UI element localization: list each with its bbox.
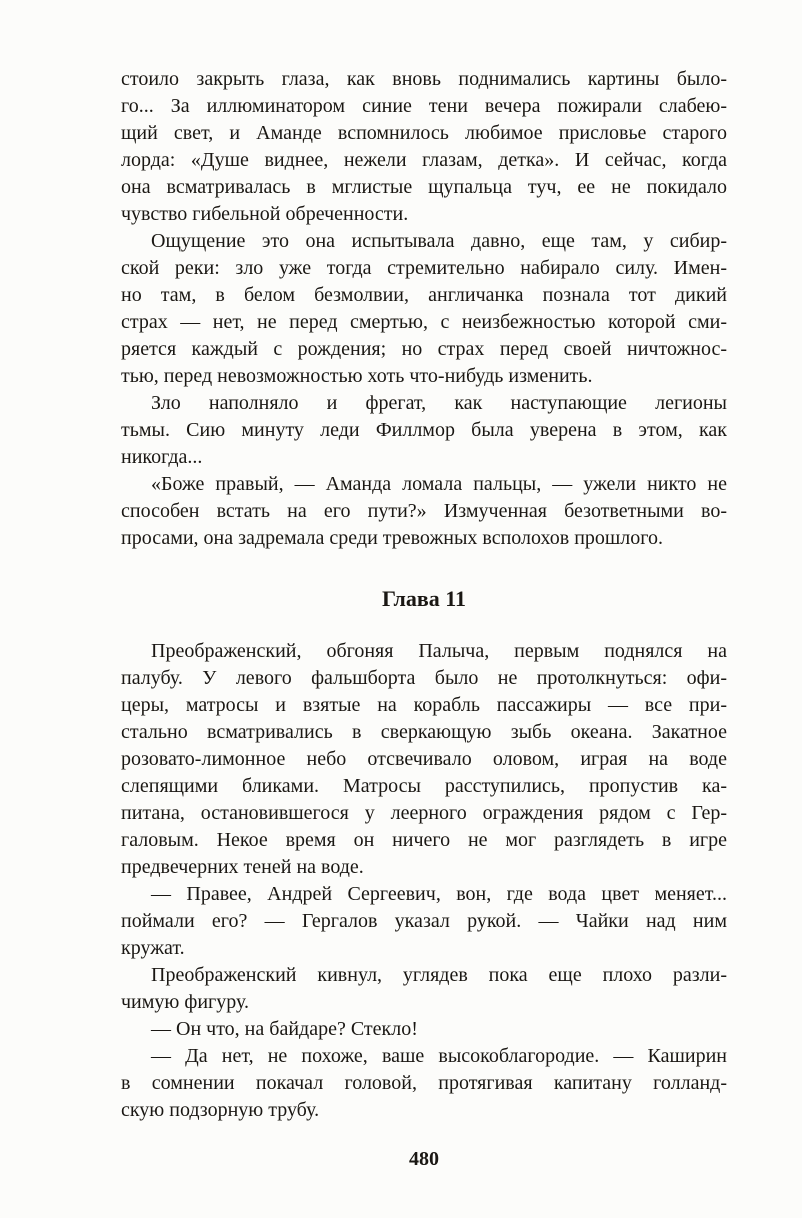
paragraph [121, 390, 727, 471]
text-line: церы, матросы и взятые на корабль пассажиры — все при- [121, 694, 727, 716]
text-line: чувство гибельной обреченности. [121, 203, 409, 225]
text-line: скую подзорную трубу. [121, 1099, 320, 1121]
text-line: стоило закрыть глаза, как вновь поднимались картины было- [121, 68, 727, 90]
text-line: го... За иллюминатором синие тени вечера пожирали слабею- [121, 95, 727, 117]
text-line: страх — нет, не перед смертью, с неизбежностью которой сми- [121, 311, 727, 333]
text-line: просами, она задремала среди тревожных всполохов прошлого. [121, 527, 663, 549]
paragraph [121, 1043, 727, 1124]
paragraph [121, 471, 727, 552]
paragraph [121, 66, 727, 228]
text-line: она всматривалась в мглистые щупальца туч, ее не покидало [121, 176, 727, 198]
text-line: чимую фигуру. [121, 991, 249, 1013]
text-line: — Правее, Андрей Сергеевич, вон, где вода цвет меняет... [151, 883, 727, 905]
paragraph [121, 228, 727, 390]
text-section-after-heading [121, 638, 727, 1124]
text-line: розовато-лимонное небо отсвечивало оловом, играя на воде [121, 748, 727, 770]
text-line: но там, в белом безмолвии, англичанка познала тот дикий [121, 284, 727, 306]
text-line: предвечерних теней на воде. [121, 856, 364, 878]
text-line: — Он что, на байдаре? Стекло! [151, 1018, 418, 1040]
text-line: Зло наполняло и фрегат, как наступающие легионы [151, 392, 727, 414]
text-line: Преображенский кивнул, углядев пока еще плохо разли- [151, 964, 727, 986]
paragraph [121, 962, 727, 1016]
text-line: лорда: «Душе виднее, нежели глазам, детка». И сейчас, когда [121, 149, 727, 171]
text-line: Преображенский, обгоняя Палыча, первым поднялся на [151, 640, 727, 662]
text-line: никогда... [121, 446, 203, 468]
text-line: щий свет, и Аманде вспомнилось любимое присловье старого [121, 122, 727, 144]
text-line: стально всматривались в сверкающую зыбь океана. Закатное [121, 721, 727, 743]
text-line: кружат. [121, 937, 185, 959]
text-line: палубу. У левого фальшборта было не протолкнуться: офи- [121, 667, 727, 689]
page-number: 480 [409, 1148, 439, 1170]
paragraph [121, 638, 727, 881]
text-line: в сомнении покачал головой, протягивая капитану голланд- [121, 1072, 727, 1094]
text-line: ской реки: зло уже тогда стремительно набирало силу. Имен- [121, 257, 727, 279]
text-section-before-heading [121, 66, 727, 552]
text-line: способен встать на его пути?» Измученная безответными во- [121, 500, 727, 522]
text-line: тьмы. Сию минуту леди Филлмор была уверена в этом, как [121, 419, 727, 441]
text-line: ряется каждый с рождения; но страх перед своей ничтожнос- [121, 338, 727, 360]
text-line: Ощущение это она испытывала давно, еще там, у сибир- [151, 230, 727, 252]
text-line: «Боже правый, — Аманда ломала пальцы, — ужели никто не [151, 473, 727, 495]
chapter-heading: Глава 11 [381, 586, 467, 611]
text-line: поймали его? — Гергалов указал рукой. — Чайки над ним [121, 910, 727, 932]
paragraph [121, 881, 727, 962]
text-line: тью, перед невозможностью хоть что-нибудь изменить. [121, 365, 593, 387]
paragraph [121, 1016, 727, 1043]
text-line: — Да нет, не похоже, ваше высокоблагородие. — Каширин [151, 1045, 727, 1067]
page-text-block [121, 66, 727, 1124]
text-line: слепящими бликами. Матросы расступились, пропустив ка- [121, 775, 727, 797]
text-line: питана, остановившегося у леерного ограждения рядом с Гер- [121, 802, 727, 824]
text-line: галовым. Некое время он ничего не мог разглядеть в игре [121, 829, 727, 851]
